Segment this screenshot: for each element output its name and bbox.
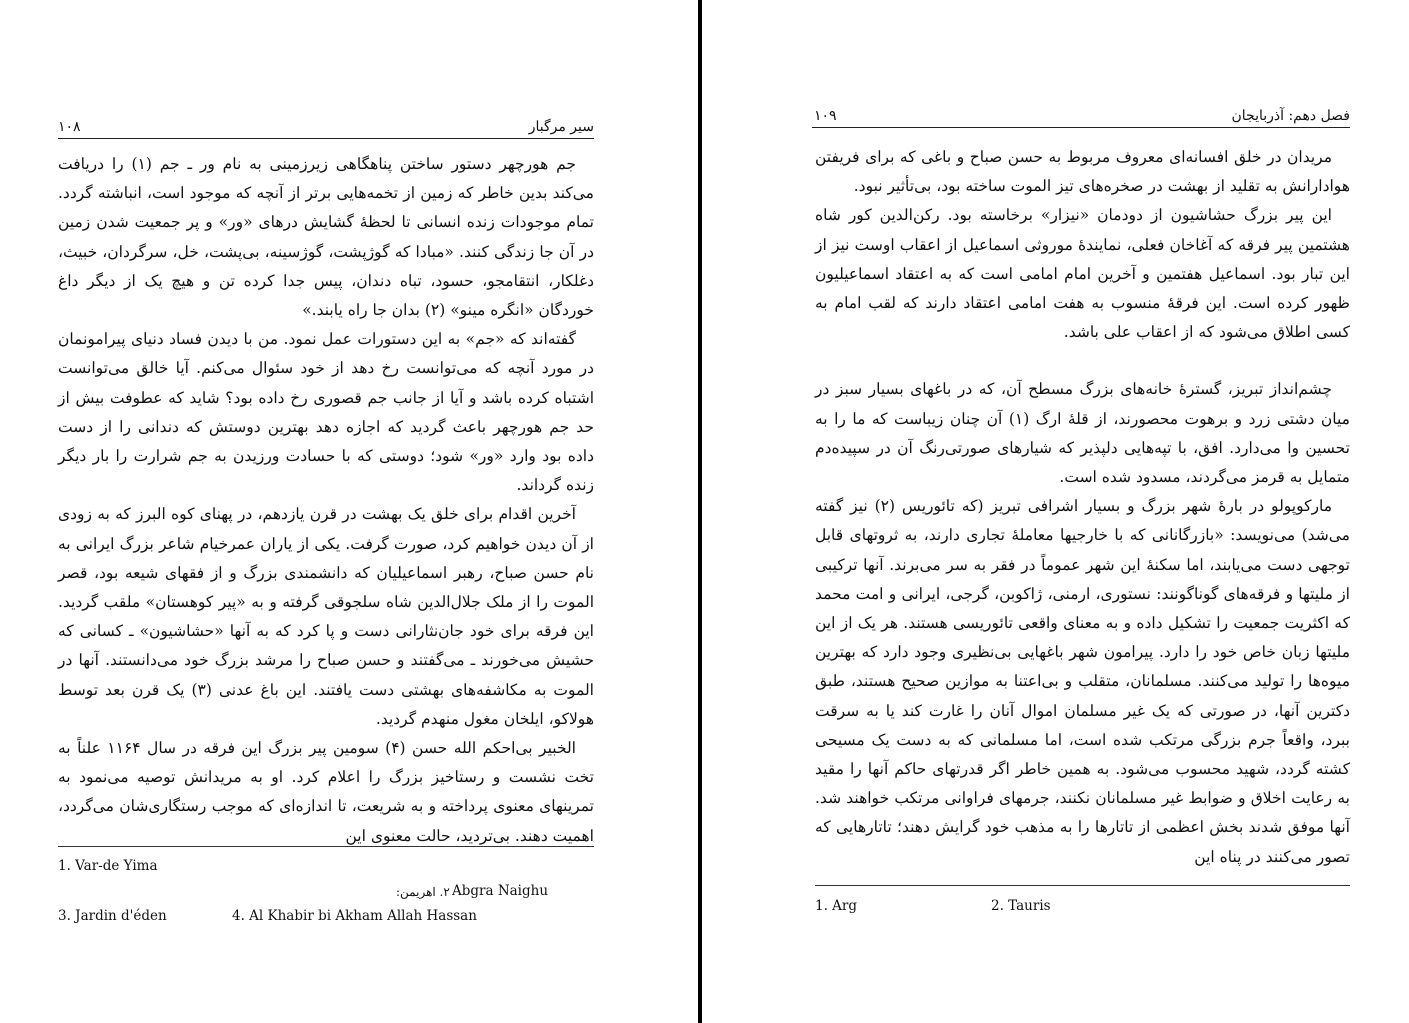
right-page-title: فصل دهم: آذربایجان: [1231, 108, 1350, 124]
paragraph: چشم‌انداز تبریز، گسترهٔ خانه‌های بزرگ مسطح آن، که در باغهای بسیار سبز در میان دشتی زرد و برهوت محصورند، از قلهٔ ارگ (۱) آن چنان زیباست که ما را به تحسین وا می‌دارد. افق، با تپه‌هایی دلپذیر که شیارهای صورتی‌رنگ آن در سپیده‌دم متمایل به قرمز می‌گردند، مسدود شده است.: [815, 380, 1350, 487]
right-page: [702, 0, 1409, 1023]
paragraph: گفته‌اند که «جم» به این دستورات عمل نمود. من با دیدن فساد دنیای پیرامونمان در مورد آنچه که می‌توانست رخ دهد از خود سئوال می‌کنم. آیا خالق می‌توانست اشتباه کرده باشد و آیا از جانب جم قصوری رخ داده بود؟ شاید که عطوفت بیش از حد جم هورچهر باعث گردید که اجازه دهد بهترین دوستش که دندانی را از دست داده بود وارد «ور» شود؛ دوستی که با حسادت ورزیدن به جم شرارت را بار دیگر زنده گرداند.: [58, 330, 594, 495]
left-footnote-4: 4. Al Khabir bi Akham Allah Hassan: [232, 908, 477, 924]
right-footnote-rule: [815, 885, 1350, 886]
paragraph: الخبیر بی‌احکم الله حسن (۴) سومین پیر بزرگ این فرقه در سال ۱۱۶۴ علناً به تخت نشست و رستاخیز بزرگ را اعلام کرد. او به مریدانش توصیه می‌نمود به تمرینهای معنوی پرداخته و به شریعت، تا اندازه‌ای که موجب رستگاری‌شان می‌گردد، اهمیت دهند. بی‌تردید، حالت معنوی این: [58, 739, 594, 845]
paragraph: مارکوپولو در بارهٔ شهر بزرگ و بسیار اشرافی تبریز (که تائوریس (۲) نیز گفته می‌شد) می‌نویسد: «بازرگانانی که با خارجیها معاملهٔ تجاری دارند، به ثروتهای قابل توجهی دست می‌یابند، اما سکنهٔ این شهر عموماً در فقر به سر می‌برند. آنها ترکیبی از ملیتها و فرقه‌های گوناگونند: نستوری، ارمنی، ژاکوبن، گرجی، ایرانی و امت محمد که اکثریت جمعیت را تشکیل داده و به معنای واقعی تائوریسی هستند. هر یک از این ملیتها زبان خاص خود را دارد. پیرامون شهر باغهایی بی‌نظیری وجود دارد که بهترین میوه‌ها را تولید می‌کنند. مسلمانان، متقلب و بی‌اعتنا به موازین صحیح هستند، طبق دکترین آنها، در صورتی که یک غیر مسلمان اموال آنان را غارت کند یا به سرقت ببرد، واقعاً جرم بزرگی مرتکب شده است، اما مسلمانی که به دست یک مسیحی کشته گردد، شهید محسوب می‌شود. به همین خاطر اگر قدرتهای حاکم آنها را مقید به رعایت اخلاق و ضوابط غیر مسلمانان نکنند، جرمهای فراوانی مرتکب خواهند شد. آنها موفق شدند بخش اعظمی از تاتارها را به مذهب خود گرایش دهند؛ تاتارهایی که تصور می‌کنند در پناه این: [815, 497, 1350, 866]
paragraph: مریدان در خلق افسانه‌ای معروف مربوط به حسن صباح و باغی که برای فریفتن هوادارانش به تقلید از بهشت در صخره‌های تیز الموت ساخته بود، بی‌تأثیر نبود.: [815, 148, 1350, 196]
right-page-number: ۱۰۹: [814, 108, 837, 124]
right-page-header: [812, 103, 1350, 128]
right-footnote-1: 1. Arg: [815, 898, 858, 914]
left-page-title: سیر مرگبار: [528, 119, 594, 135]
paragraph: جم هورچهر دستور ساختن پناهگاهی زیرزمینی به نام ور ـ جم (۱) را دریافت می‌کند بدین خاطر که زمین از تخمه‌هایی برتر از آنچه که موجود است، انباشته گردد. تمام موجودات زنده انسانی تا لحظهٔ گشایش درهای «ور» و پر جمعیت شدن زمین در آن جا زندگی کنند. «مبادا که گوژپشت، گوژسینه، بی‌پشت، خل، سرگردان، خبیث، دغلکار، انتقامجو، حسود، تباه دندان، پیس جدا کرده تن و هیچ یک از دیگر داغ خوردگان «انگره مینو» (۲) بدان جا راه یابند.»: [58, 155, 594, 320]
left-footnote-2-gloss: ۲. اهریمن:: [396, 885, 450, 899]
right-footnote-2: 2. Tauris: [991, 898, 1051, 914]
left-page-number: ۱۰۸: [58, 119, 81, 135]
left-page-body: [58, 150, 594, 851]
left-footnote-1: 1. Var-de Yima: [58, 858, 158, 874]
left-page-header: [58, 114, 594, 139]
paragraph: آخرین اقدام برای خلق یک بهشت در قرن یازدهم، در پهنای کوه البرز که به زودی از آن دیدن خواهیم کرد، صورت گرفت. یکی از یاران عمرخیام شاعر بزرگ ایرانی به نام حسن صباح، رهبر اسماعیلیان که دانشمندی بزرگ و از فقهای شیعه بود، قصر الموت را از ملک جلال‌الدین شاه سلجوقی گرفته و به «پیر کوهستان» ملقب گردید. این فرقه برای خود جان‌نثارانی دست و پا کرد که به آنها «حشاشیون» ـ کسانی که حشیش می‌خورند ـ می‌گفتند و حسن صباح را مرشد بزرگ خود می‌دانستند. آنها در الموت به مکاشفه‌های بهشتی دست یافتند. این باغ عدنی (۳) یک قرن بعد توسط هولاکو، ایلخان مغول منهدم گردید.: [58, 505, 594, 728]
right-page-body: [815, 143, 1350, 872]
left-footnote-3: 3. Jardin d'éden: [58, 908, 167, 924]
paragraph: این پیر بزرگ حشاشیون از دودمان «نیزار» برخاسته بود. رکن‌الدین کور شاه هشتمین پیر فرقه که آغاخان فعلی، نمایندهٔ موروثی اسماعیل از اعقاب اوست نیز از این تبار بود. اسماعیل هفتمین و آخرین امام امامی است که به اعتقاد اسماعیلیون ظهور کرده است. این فرقهٔ منسوب به هفت امامی اعتقاد دارند که لقب امام به کسی اطلاق می‌شود که از اعقاب علی باشد.: [815, 206, 1350, 342]
left-page: [0, 0, 698, 1023]
left-footnote-rule: [58, 846, 594, 847]
left-footnote-2-label: Abgra Naighu: [452, 883, 549, 899]
